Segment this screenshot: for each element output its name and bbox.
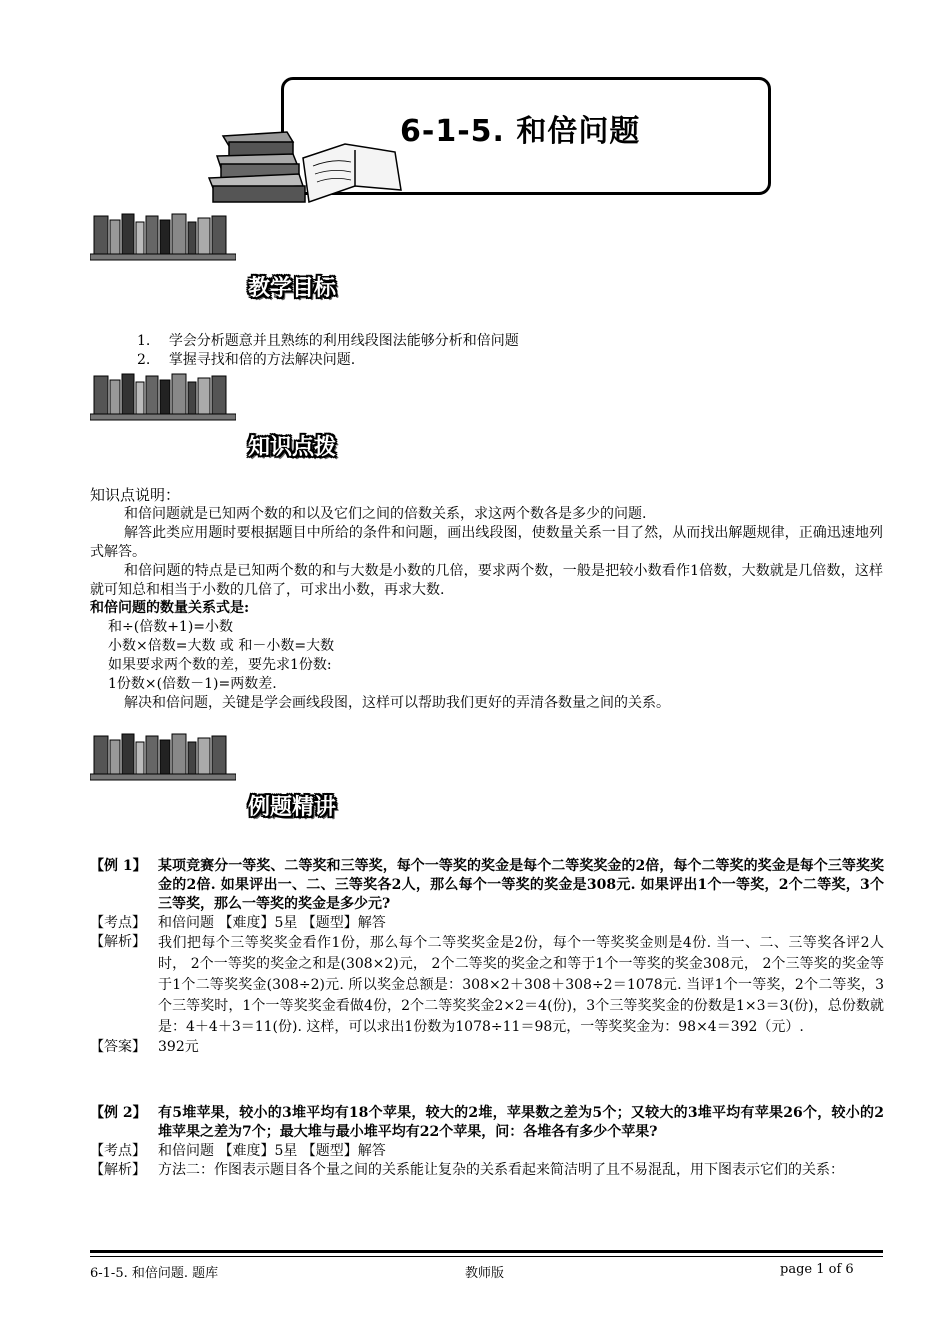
- formula-title: 和倍问题的数量关系式是:: [90, 600, 250, 616]
- knowledge-heading: 知识点说明：: [90, 486, 181, 504]
- example-tag: 【例 1】: [90, 858, 147, 874]
- knowledge-paragraph-4: 解决和倍问题，关键是学会画线段图，这样可以帮助我们更好的弄清各数量之间的关系。: [124, 695, 670, 711]
- formula-line: 如果要求两个数的差，要先求1份数:: [108, 657, 332, 673]
- example-kaodian-row: [90, 1142, 884, 1161]
- jiexi-tag: 【解析】: [90, 1162, 146, 1178]
- footer-rule-thin: [90, 1256, 883, 1257]
- formula-line: 1份数×(倍数－1)=两数差.: [108, 676, 277, 692]
- footer-left: 6-1-5. 和倍问题. 题库: [90, 1266, 219, 1281]
- goal-num: 2.: [137, 352, 151, 368]
- example-question: 有5堆苹果，较小的3堆平均有18个苹果，较大的2堆，苹果数之差为5个；又较大的3堆平均有苹果26个，较小的2堆苹果之差为7个；最大堆与最小堆平均有22个苹果，问：各堆各有多少个苹果?: [158, 1105, 884, 1140]
- knowledge-paragraph-3: 和倍问题的特点是已知两个数的和与大数是小数的几倍，要求两个数，一般是把较小数看作1倍数，大数就是几倍数，这样就可知总和相当于小数的几倍了，可求出小数，再求大数.: [90, 563, 883, 598]
- goal-item-2: [137, 351, 355, 369]
- example-tag: 【例 2】: [90, 1105, 147, 1121]
- goal-num: 1.: [137, 333, 151, 349]
- footer-center: 教师版: [465, 1266, 505, 1281]
- example-question: 某项竞赛分一等奖、二等奖和三等奖，每个一等奖的奖金是每个二等奖奖金的2倍，每个二等奖的奖金是每个三等奖奖金的2倍. 如果评出一、二、三等奖各2人，那么每个一等奖的奖金是308元. 如果评出1个一等奖，2个二等奖，3个三等奖，那么一等奖的奖金是多少元?: [158, 858, 884, 912]
- goal-text: 掌握寻找和倍的方法解决问题.: [168, 352, 356, 368]
- example-2: [90, 1104, 884, 1180]
- kaodian-text: 和倍问题 【难度】5星 【题型】解答: [158, 915, 386, 931]
- section-heading-goals: 教学目标: [248, 276, 337, 301]
- kaodian-tag: 【考点】: [90, 915, 146, 931]
- jiexi-text: 方法二：作图表示题目各个量之间的关系能让复杂的关系看起来简洁明了且不易混乱，用下图表示它们的关系：: [158, 1162, 844, 1178]
- answer-text: 392元: [158, 1039, 199, 1055]
- goal-text: 学会分析题意并且熟练的利用线段图法能够分析和倍问题: [168, 333, 519, 349]
- example-jiexi-row: [90, 1161, 884, 1180]
- bookshelf-icon: [90, 370, 236, 422]
- example-jiexi-row: [90, 933, 884, 1038]
- bookshelf-icon: [90, 730, 236, 782]
- answer-tag: 【答案】: [90, 1039, 146, 1055]
- section-heading-knowledge: 知识点拨: [248, 435, 337, 460]
- bookshelf-icon: [90, 210, 236, 262]
- page-title: 6-1-5. 和倍问题: [400, 114, 641, 149]
- formula-line: 和÷(倍数+1)=小数: [108, 619, 234, 635]
- formula-line: 小数×倍数=大数 或 和－小数=大数: [108, 638, 335, 654]
- books-illustration: [205, 128, 405, 210]
- kaodian-tag: 【考点】: [90, 1143, 146, 1159]
- example-question-row: [90, 857, 884, 914]
- knowledge-paragraph-2: 解答此类应用题时要根据题目中所给的条件和问题，画出线段图，使数量关系一目了然，从而找出解题规律，正确迅速地列式解答。: [90, 525, 883, 560]
- footer-rule-thick: [90, 1250, 883, 1253]
- jiexi-tag: 【解析】: [90, 934, 146, 950]
- knowledge-paragraph-1: 和倍问题就是已知两个数的和以及它们之间的倍数关系，求这两个数各是多少的问题.: [124, 506, 647, 522]
- footer-page-number: page 1 of 6: [780, 1262, 854, 1277]
- example-answer-row: [90, 1038, 884, 1057]
- jiexi-text: 我们把每个三等奖奖金看作1份，那么每个二等奖奖金是2份，每个一等奖奖金则是4份. 当一、二、三等奖各评2人时， 2个一等奖的奖金之和是(308×2)元， 2个二等奖的奖金之和等于1个一等奖的奖金308元， 2个三等奖的奖金等于1个二等奖奖金(308÷2)元. 所以奖金总额是：308×2＋308＋308÷2＝1078元. 当评1个一等奖，2个二等奖，3个三等奖时，1个一等奖奖金看做4份，2个二等奖奖金2×2＝4(份)，3个三等奖奖金的份数是1×3＝3(份)，总份数就是：4＋4＋3＝11(份). 这样，可以求出1份数为1078÷11＝98元，一等奖奖金为：98×4＝392（元）.: [158, 935, 884, 1035]
- section-heading-examples: 例题精讲: [248, 795, 337, 820]
- goal-item-1: [137, 332, 519, 350]
- kaodian-text: 和倍问题 【难度】5星 【题型】解答: [158, 1143, 386, 1159]
- example-question-row: [90, 1104, 884, 1142]
- example-kaodian-row: [90, 914, 884, 933]
- example-1: [90, 857, 884, 1057]
